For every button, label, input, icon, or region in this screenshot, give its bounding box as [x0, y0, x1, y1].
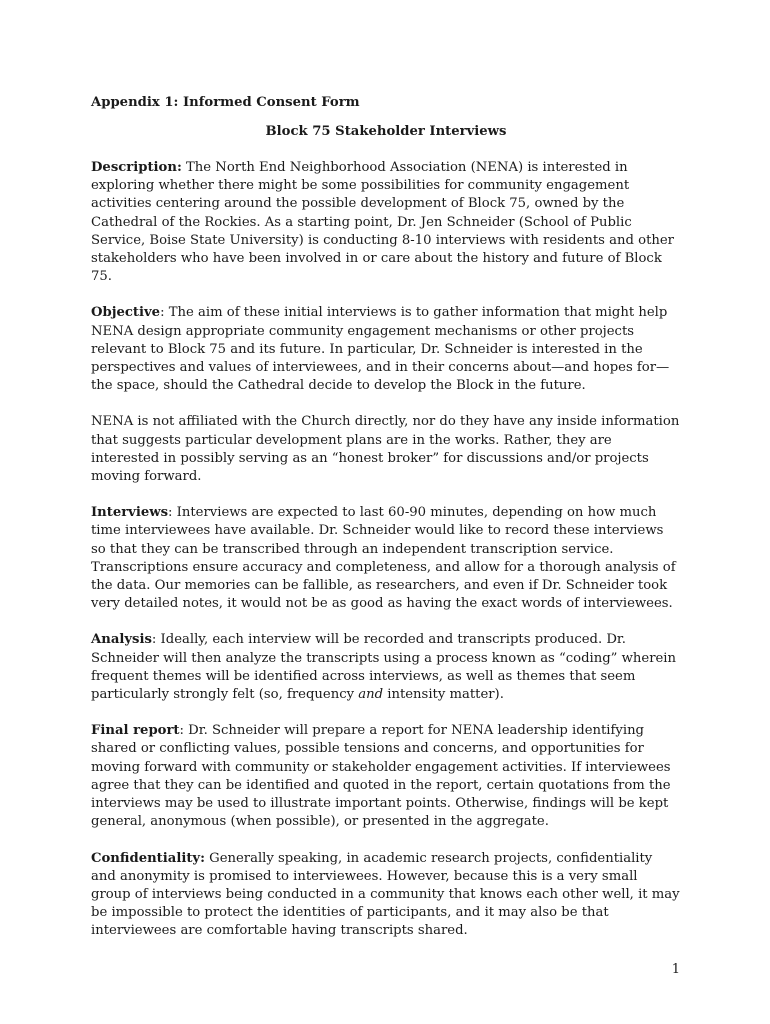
affiliation-paragraph [91, 413, 681, 486]
interviews-paragraph [91, 504, 681, 613]
interviews-text: : Interviews are expected to last 60-90 minutes, depending on how much time interviewees have available. Dr. Schneider would like to record these interviews so that they can be transcribed through an independent transcription service. Transcriptions ensure accuracy and completeness, and allow for a thorough analysis of the data. Our memories can be fallible, as researchers, and even if Dr. Schneider took very detailed notes, it would not be as good as having the exact words of interviewees. [91, 505, 676, 612]
affiliation-text: NENA is not affiliated with the Church directly, nor do they have any inside information that suggests particular development plans are in the works. Rather, they are interested in possibly serving as an “honest broker” for discussions and/or projects moving forward. [91, 414, 680, 485]
analysis-text-after: intensity matter). [383, 687, 504, 703]
interviews-heading: Interviews [91, 505, 169, 521]
document-page [91, 94, 681, 959]
objective-text: : The aim of these initial interviews is to gather information that might help NENA design appropriate community engagement mechanisms or other projects relevant to Block 75 and its future. In particular, Dr. Schneider is interested in the perspectives and values of interviewees, and in their concerns about—and hopes for—the space, should the Cathedral decide to develop the Block in the future. [91, 305, 670, 394]
final-report-paragraph [91, 722, 681, 831]
confidentiality-text: Generally speaking, in academic research projects, confidentiality and anonymity is promised to interviewees. However, because this is a very small group of interviews being conducted in a community that knows each other well, it may be impossible to protect the identities of participants, and it may also be that interviewees are comfortable having transcripts shared. [91, 850, 680, 939]
final-report-heading: Final report [91, 723, 180, 739]
analysis-emphasis: and [358, 687, 384, 703]
document-title: Block 75 Stakeholder Interviews [265, 124, 507, 139]
page-number: 1 [671, 962, 680, 977]
description-text: The North End Neighborhood Association (NENA) is interested in exploring whether there might be some possibilities for community engagement activities centering around the possible development of Block 75, owned by the Cathedral of the Rockies. As a starting point, Dr. Jen Schneider (School of Public Service, Boise State University) is conducting 8-10 interviews with residents and other stakeholders who have been involved in or care about the history and future of Block 75. [91, 160, 674, 285]
analysis-heading: Analysis [91, 632, 152, 648]
objective-heading: Objective [91, 305, 161, 321]
confidentiality-heading: Confidentiality: [91, 850, 205, 866]
appendix-title: Appendix 1: Informed Consent Form [91, 95, 360, 110]
analysis-text-before: : Ideally, each interview will be recorded and transcripts produced. Dr. Schneider will then analyze the transcripts using a process known as “coding” wherein frequent themes will be identified across interviews, as well as themes that seem particularly strongly felt (so, frequency [91, 632, 677, 703]
final-report-text: : Dr. Schneider will prepare a report for NENA leadership identifying shared or conflicting values, possible tensions and concerns, and opportunities for moving forward with community or stakeholder engagement activities. If interviewees agree that they can be identified and quoted in the report, certain quotations from the interviews may be used to illustrate important points. Otherwise, findings will be kept general, anonymous (when possible), or presented in the aggregate. [91, 723, 671, 830]
objective-paragraph [91, 304, 681, 395]
description-paragraph [91, 159, 681, 286]
analysis-paragraph [91, 631, 681, 704]
description-heading: Description: [91, 160, 182, 175]
confidentiality-paragraph [91, 850, 681, 941]
